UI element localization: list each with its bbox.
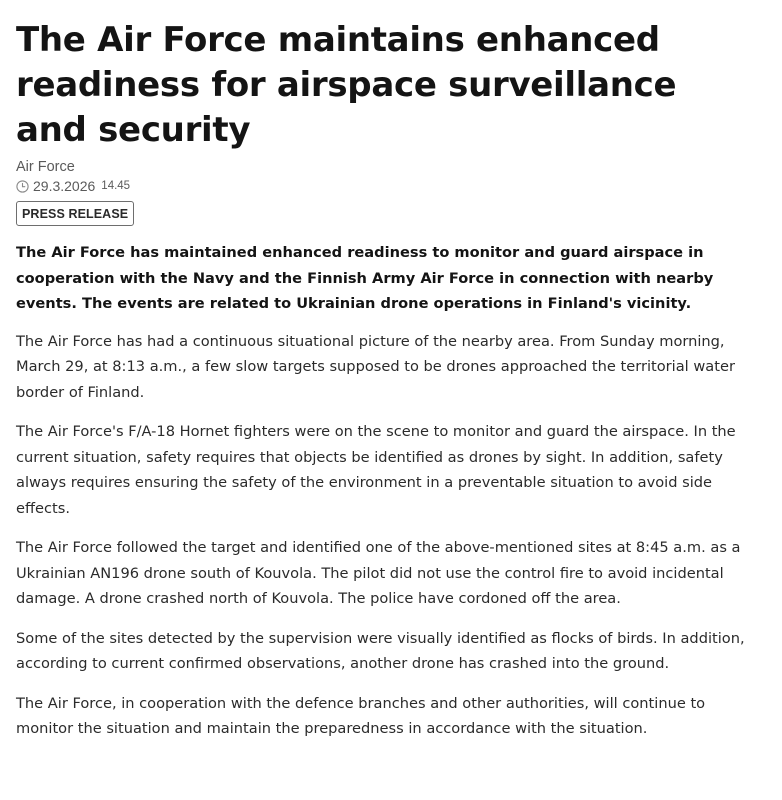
clock-icon bbox=[16, 180, 29, 193]
article-date bbox=[16, 177, 756, 195]
press-release-badge[interactable]: PRESS RELEASE bbox=[16, 201, 134, 226]
date-value: 29.3.2026 bbox=[33, 178, 96, 194]
time-value: 14.45 bbox=[101, 180, 131, 192]
body-paragraph-1: The Air Force has had a continuous situational picture of the nearby area. From Sunday morning, March 29, at 8:13 a.m., a few slow targets supposed to be drones approached the territorial water border of Finland. bbox=[16, 332, 735, 401]
body-paragraph-2: The Air Force's F/A-18 Hornet fighters were on the scene to monitor and guard the airspace. In the current situation, safety requires that objects be identified as drones by sight. In addition, safety always requires ensuring the safety of the environment in a preventable situation to avoid side effects. bbox=[16, 423, 736, 517]
page-title: The Air Force maintains enhanced readiness for airspace surveillance and security bbox=[16, 20, 677, 150]
article-source[interactable]: Air Force bbox=[16, 159, 75, 175]
body-paragraph-4: Some of the sites detected by the supervision were visually identified as flocks of birds. In addition, according to current confirmed observations, another drone has crashed into the ground. bbox=[16, 629, 745, 672]
lead-paragraph: The Air Force has maintained enhanced readiness to monitor and guard airspace in cooperation with the Navy and the Finnish Army Air Force in connection with nearby events. The events are related to Ukrainian drone operations in Finland's vicinity. bbox=[16, 244, 714, 312]
body-paragraph-3: The Air Force followed the target and identified one of the above-mentioned sites at 8:45 a.m. as a Ukrainian AN196 drone south of Kouvola. The pilot did not use the control fire to avoid incidental damage. A drone crashed north of Kouvola. The police have cordoned off the area. bbox=[16, 539, 741, 607]
body-paragraph-5: The Air Force, in cooperation with the defence branches and other authorities, will continue to monitor the situation and maintain the preparedness in accordance with the situation. bbox=[16, 694, 706, 737]
